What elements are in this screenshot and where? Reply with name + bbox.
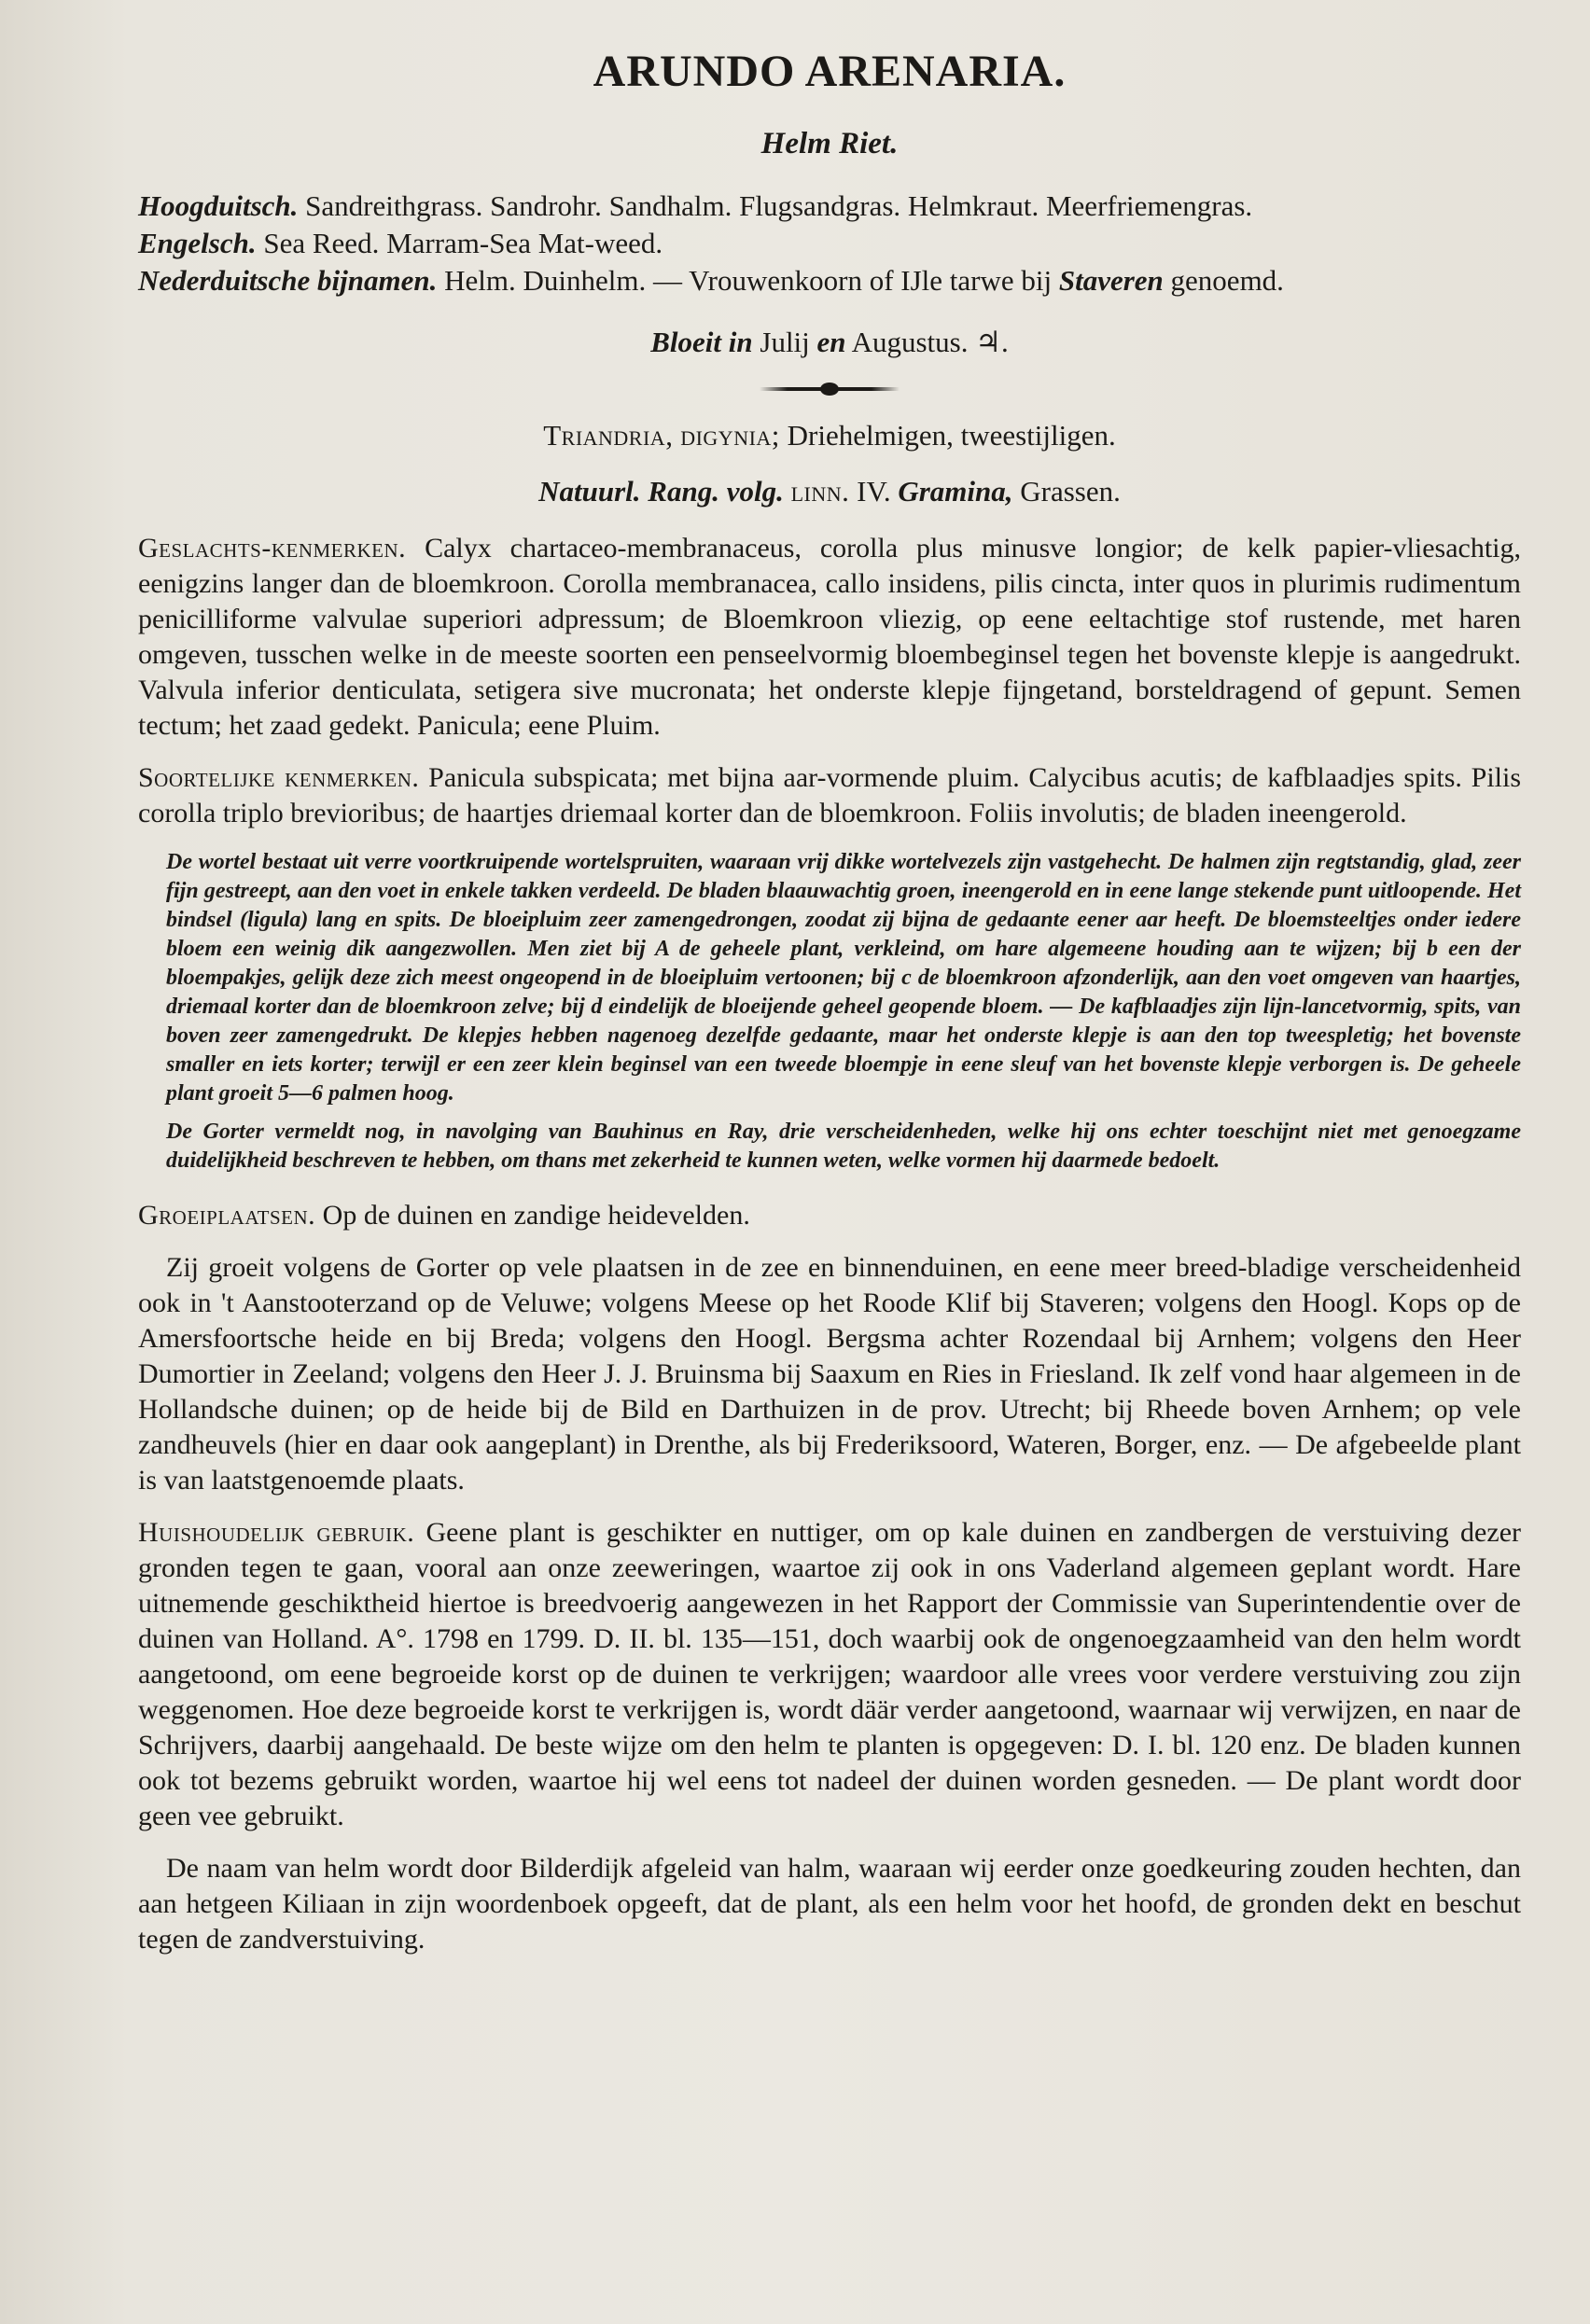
page-title: ARUNDO ARENARIA. — [593, 47, 1067, 96]
class-c: Driehelmigen, tweestijligen. — [787, 419, 1116, 452]
names-tail: genoemd. — [1170, 264, 1284, 297]
section-heading: Groeiplaatsen. — [138, 1200, 316, 1231]
genus-characters — [138, 531, 1521, 744]
names-text: Sandreithgrass. Sandrohr. Sandhalm. Flugsandgras. Helmkraut. Meerfriemengras. — [305, 189, 1253, 222]
lang-label: Nederduitsche bijnamen. — [138, 264, 438, 297]
section-text: Calyx chartaceo-membranaceus, corolla plus minusve longior; de kelk papier-vliesachtig, eenigzins langer dan de bloemkroon. Corolla membranacea, callo insidens, pilis cincta, inter quos in plurimis rudimentum penicilliforme valvulae superiori adpressum; de Bloemkroon vliezig, op eene eeltachtige stof rustende, met haren omgeven, tusschen welke in de meeste soorten een penseelvormig bloembeginsel tegen het bovenste klepje is aangedrukt. Valvula inferior denticulata, setigera sive mucronata; het onderste klepje fijngetand, borsteldragend of gepunt. Semen tectum; het zaad gedekt. Panicula; eene Pluim. — [138, 533, 1521, 741]
locations-text: Zij groeit volgens de Gorter op vele plaatsen in de zee en binnenduinen, en eene meer breed-bladige verscheidenheid ook in 't Aanstooterzand op de Veluwe; volgens Meese op het Roode Klif bij Staveren; volgens den Hoogl. Kops op de Amersfoortsche heide en bij Breda; volgens den Hoogl. Bergsma achter Rozendaal bij Arnhem; volgens den Heer Dumortier in Zeeland; volgens den Heer J. J. Bruinsma bij Saaxum en Ries in Friesland. Ik zelf vond haar algemeen in de Hollandsche duinen; op de heide bij de Bild en Darthuizen in de prov. Utrecht; bij Rheede boven Arnhem; op vele zandheuvels (hier en daar ook aangeplant) in Drenthe, als bij Frederiksoord, Wateren, Borger, enz. — De afgebeelde plant is van laatstgenoemde plaats. — [138, 1252, 1521, 1496]
section-heading: Geslachts-kenmerken. — [138, 533, 407, 564]
rank-num: IV. — [857, 475, 891, 508]
description: De wortel bestaat uit verre voortkruipende wortelspruiten, waaraan vrij dikke wortelvezels zijn vastgehecht. De halmen zijn regtstandig, glad, zeer fijn gestreept, aan den voet in enkele takken verdeeld. De bladen blaauwachtig groen, ineengerold en in eene lange stekende punt uitloopende. Het bindsel (ligula) lang en spits. De bloeipluim zeer zamengedrongen, zoodat zij bijna de gedaante eener aar heeft. De bloemsteeltjes onder iedere bloem een weinig dik aangezwollen. Men ziet bij A de geheele plant, verkleind, om hare algemeene houding aan te wijzen; bij b een der bloempakjes, gelijk deze zich meest ongeopend in de bloeipluim vertoonen; bij c de bloemkroon afzonderlijk, aan den voet omgeven van haartjes, driemaal korter dan de bloemkroon zelve; bij d eindelijk de bloeijende geheel geopende bloem. — De kafblaadjes zijn lijn-lancetvormig, spits, van boven zeer zamengedrukt. De klepjes hebben nagenoeg dezelfde gedaante, maar het onderste klepje is aan den top tweespletig; het bovenste smaller en iets korter; terwijl er een zeer klein beginsel van een tweede bloempje in eene sleuf van het bovenste klepje verborgen is. De geheele plant groeit 5—6 palmen hoog. — [166, 850, 1521, 1106]
names-line — [138, 262, 1521, 299]
rank-tail: Grassen. — [1020, 475, 1121, 508]
subtitle: Helm Riet. — [760, 127, 899, 160]
vernacular-names — [138, 188, 1521, 299]
section-text: Geene plant is geschikter en nuttiger, om op kale duinen en zandbergen de verstuiving dezer gronden tegen te gaan, vooral aan onze zeeweringen, waartoe zij ook in ons Vaderland algemeen geplant wordt. Hare uitnemende geschiktheid hiertoe is breedvoerig aangewezen in het Rapport der Commissie van Superintendentie over de duinen van Holland. A°. 1798 en 1799. D. II. bl. 135—151, doch waarbij ook de ongenoegzaamheid van den helm wordt aangetoond, om eene begroeide korst op de duinen te verkrijgen; waardoor alle vrees voor verdere verstuiving zou zijn weggenomen. Hoe deze begroeide korst te verkrijgen is, wordt däär verder aangetoond, waarnaar wij verwijzen, en naar de Schrijvers, daarbij aangehaald. De beste wijze om den helm te planten is opgegeven: D. I. bl. 120 enz. De bladen kunnen ook tot bezems gebruikt worden, waartoe hij wel eens tot nadeel der duinen worden gesneden. — De plant wordt door geen vee gebruikt. — [138, 1517, 1521, 1831]
class-a: Triandria, — [543, 419, 674, 452]
habitats — [138, 1198, 1521, 1233]
species-characters — [138, 760, 1521, 831]
names-text: Sea Reed. Marram-Sea Mat-weed. — [263, 227, 663, 259]
locations — [138, 1250, 1521, 1498]
name-origin-text: De naam van helm wordt door Bilderdijk afgeleid van halm, waaraan wij eerder onze goedkeuring zouden hechten, dan aan hetgeen Kiliaan in zijn woordenboek opgeeft, dat de plant, als een helm voor het hoofd, de gronden dekt en beschut tegen de zandverstuiving. — [138, 1853, 1521, 1955]
rank-label: Natuurl. Rang. volg. — [538, 475, 784, 508]
section-heading: Huishoudelijk gebruik. — [138, 1517, 415, 1548]
section-text: Op de duinen en zandige heidevelden. — [322, 1200, 750, 1231]
lang-label: Engelsch. — [138, 227, 257, 259]
name-origin — [138, 1851, 1521, 1957]
flowering-line — [138, 326, 1521, 359]
class-line — [138, 419, 1521, 452]
names-line — [138, 188, 1521, 225]
section-heading: Soortelijke kenmerken. — [138, 762, 420, 793]
perennial-symbol: ♃. — [975, 326, 1009, 358]
gorter-note: De Gorter vermeldt nog, in navolging van Bauhinus en Ray, drie verscheidenheden, welke hij ons echter toeschijnt niet met genoegzame duidelijkheid beschreven te hebben, om thans met zekerheid te kunnen weten, welke vormen hij daarmede bedoelt. — [166, 1120, 1521, 1173]
flowering-label: Bloeit in — [650, 326, 753, 358]
names-line — [138, 225, 1521, 262]
flowering-conj: en — [816, 326, 846, 358]
section-text: Panicula subspicata; met bijna aar-vormende pluim. Calycibus acutis; de kafblaadjes spits. Pilis corolla triplo brevioribus; de haartjes driemaal korter dan de bloemkroon. Foliis involutis; de bladen ineengerold. — [138, 762, 1521, 828]
names-text: Helm. Duinhelm. — Vrouwenkoorn of IJle tarwe bij — [444, 264, 1053, 297]
rank-gramina: Gramina, — [898, 475, 1013, 508]
lang-label: Hoogduitsch. — [138, 189, 299, 222]
domestic-use — [138, 1515, 1521, 1834]
flowering-month-1: Julij — [760, 326, 810, 358]
class-b: digynia; — [680, 419, 780, 452]
rank-line — [138, 475, 1521, 508]
divider — [138, 387, 1521, 391]
rank-linn: linn. — [790, 475, 850, 508]
flowering-month-2: Augustus. — [851, 326, 969, 358]
place-name: Staveren — [1058, 264, 1164, 297]
